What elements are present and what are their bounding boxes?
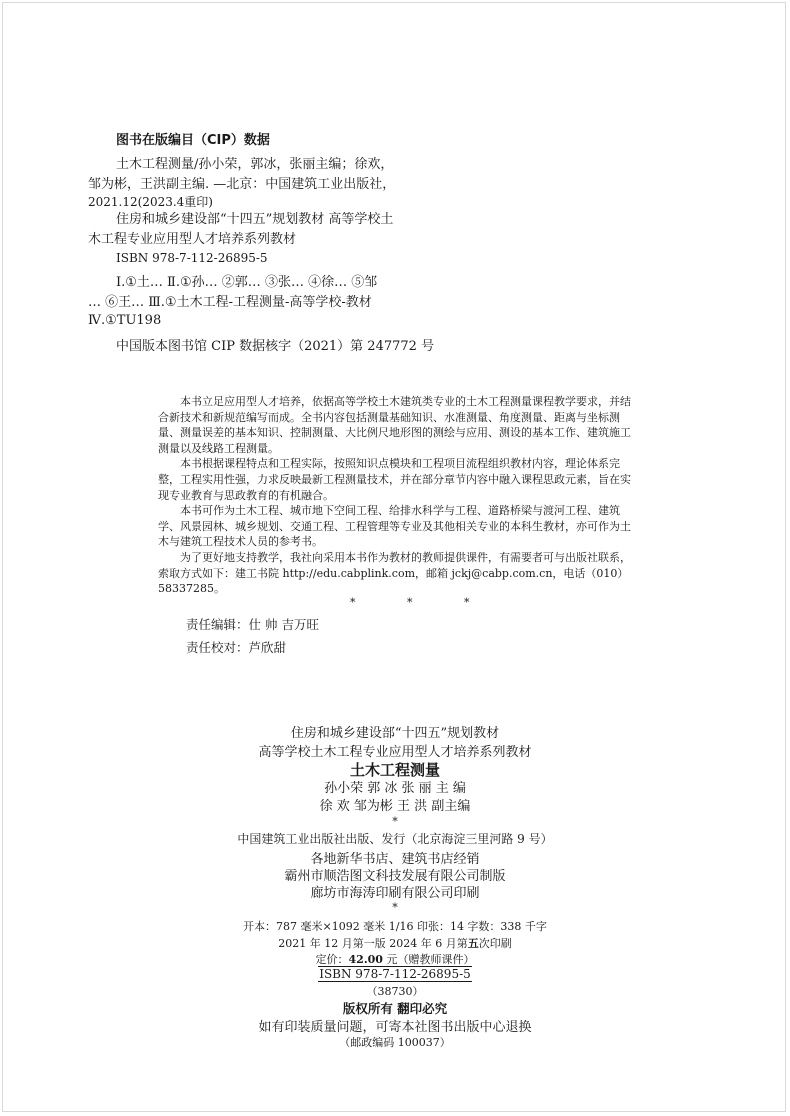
printer: 廊坊市海涛印刷有限公司印刷 xyxy=(310,886,480,901)
description-paragraph-3: 本书可作为土木工程、城市地下空间工程、给排水科学与工程、道路桥梁与渡河工程、建筑学、风景园林、城乡规划、交通工程、工程管理等专业及其他相关专业的本科生教材，亦可作为土木与建筑工程技术人员的参考书。 xyxy=(158,504,631,549)
edition-text-b: 次印刷 xyxy=(478,937,512,950)
description-paragraph-2: 本书根据课程特点和工程实际，按照知识点模块和工程项目流程组织教材内容，理论体系完整，工程实用性强，力求反映最新工程测量技术，并在部分章节内容中融入课程思政元素，旨在实现专业教育与思政教育的有机融合。 xyxy=(158,457,631,502)
cip-line-8: … ⑥王… Ⅲ.①土木工程-工程测量-高等学校-教材 xyxy=(88,295,372,310)
cip-line-7: Ⅰ.①土… Ⅱ.①孙… ②郭… ③张… ④徐… ⑤邹 xyxy=(116,275,378,290)
edition-info xyxy=(0,935,790,951)
isbn: ISBN 978-7-112-26895-5 xyxy=(319,967,471,981)
publisher: 中国建筑工业出版社出版、发行（北京海淀三里河路 9 号） xyxy=(237,832,553,846)
cip-isbn: ISBN 978-7-112-26895-5 xyxy=(116,251,268,265)
cip-line-9: Ⅳ.①TU198 xyxy=(88,313,162,328)
postcode: （邮政编码 100037） xyxy=(339,1036,451,1049)
distributor: 各地新华书店、建筑书店经销 xyxy=(310,852,480,867)
cip-line-3: 2021.12(2023.4重印) xyxy=(88,195,213,209)
book-title: 土木工程测量 xyxy=(349,761,440,779)
book-code: （38730） xyxy=(366,985,424,998)
series-line-2: 高等学校土木工程专业应用型人才培养系列教材 xyxy=(258,745,532,760)
cip-line-5: 木工程专业应用型人才培养系列教材 xyxy=(88,232,297,247)
cip-line-2: 邹为彬，王洪副主编. —北京：中国建筑工业出版社， xyxy=(88,177,396,192)
cip-line-1: 土木工程测量/孙小荣，郭冰，张丽主编；徐欢， xyxy=(116,157,394,172)
price-label: 定价： xyxy=(315,953,349,966)
proofreader: 责任校对：芦欣甜 xyxy=(186,640,287,655)
book-format: 开本：787 毫米×1092 毫米 1/16 印张：14 字数：338 千字 xyxy=(243,920,547,933)
price-suffix: 元（赠教师课件） xyxy=(382,953,475,966)
chief-editors: 孙小荣 郭 冰 张 丽 主 编 xyxy=(324,781,466,796)
description-paragraph-1: 本书立足应用型人才培养，依据高等学校土木建筑类专业的土木工程测量课程教学要求，并结合新技术和新规范编写而成。全书内容包括测量基础知识、水准测量、角度测量、距离与坐标测量、测量误差的基本知识、控制测量、大比例尺地形图的测绘与应用、测设的基本工作、建筑施工测量以及线路工程测量。 xyxy=(158,395,631,455)
isbn-line xyxy=(0,966,790,982)
section-separator: * * * xyxy=(350,596,494,609)
cip-heading: 图书在版编目（CIP）数据 xyxy=(116,133,270,148)
edition-printing-number: 五 xyxy=(467,937,479,950)
colophon-star-1: * xyxy=(392,815,398,828)
description xyxy=(158,394,634,597)
edition-text-a: 2021 年 12 月第一版 2024 年 6 月第 xyxy=(278,937,468,950)
price xyxy=(0,951,790,967)
description-paragraph-4: 为了更好地支持教学，我社向采用本书作为教材的教师提供课件，有需要者可与出版社联系，索取方式如下：建工书院 http://edu.cabplink.com，邮箱 jckj@cabp.com.cn，电话（010）58337285。 xyxy=(158,550,631,596)
quality-notice: 如有印装质量问题，可寄本社图书出版中心退换 xyxy=(258,1020,532,1035)
series-line-1: 住房和城乡建设部“十四五”规划教材 xyxy=(290,726,500,741)
colophon-star-2: * xyxy=(392,901,398,914)
rights-notice: 版权所有 翻印必究 xyxy=(342,1001,448,1016)
deputy-editors: 徐 欢 邹为彬 王 洪 副主编 xyxy=(319,799,471,814)
responsible-editor: 责任编辑：仕 帅 吉万旺 xyxy=(186,617,319,632)
cip-record-number: 中国版本图书馆 CIP 数据核字（2021）第 247772 号 xyxy=(116,339,435,354)
typesetter: 霸州市顺浩图文科技发展有限公司制版 xyxy=(284,869,506,884)
cip-line-4: 住房和城乡建设部“十四五”规划教材 高等学校土 xyxy=(116,212,394,227)
price-value: 42.00 xyxy=(348,953,383,966)
